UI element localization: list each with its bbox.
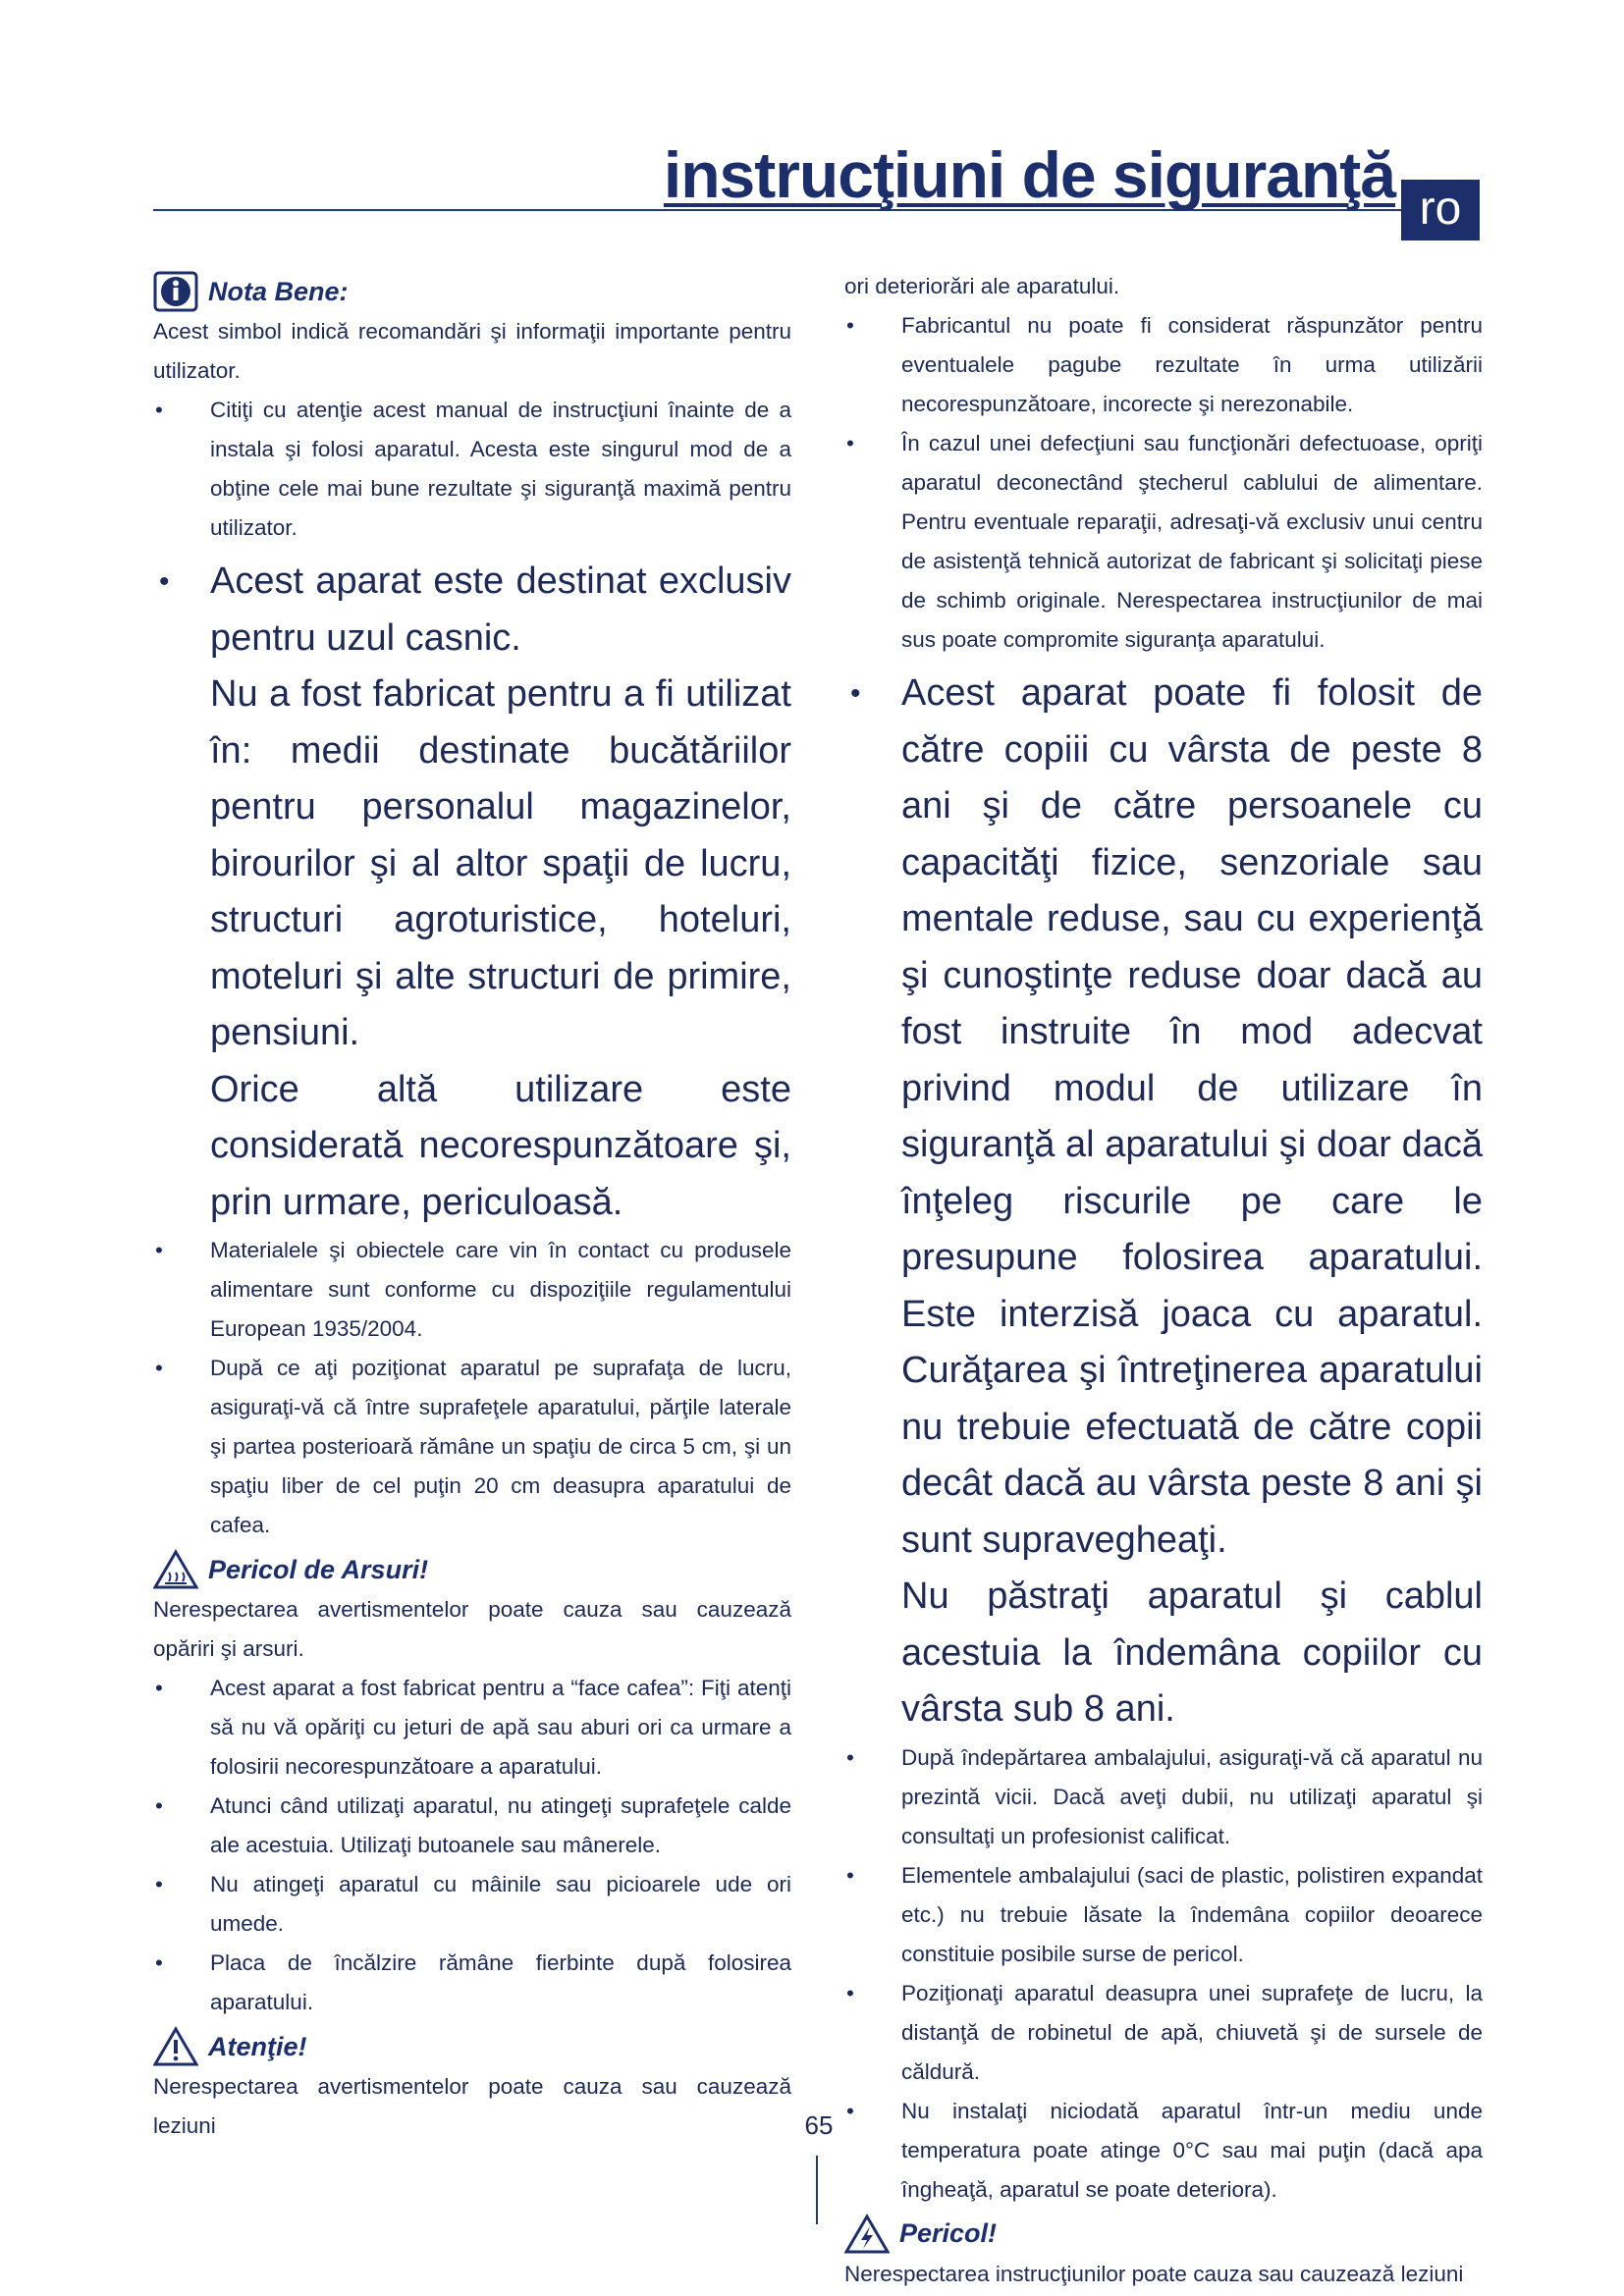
- big-orice: Orice altă utilizare este considerată necorespunzătoare şi, prin urmare, periculoasă.: [210, 1068, 791, 1223]
- right-column: [844, 267, 1483, 2294]
- burn-warning-icon: [153, 1549, 198, 1590]
- bullet-atunci: • Atunci când utilizaţi aparatul, nu atingeţi suprafeţele calde ale acestuia. Utilizaţi butoanele sau mânerele.: [153, 1787, 791, 1865]
- nota-bene-text: Acest simbol indică recomandări şi informaţii importante pentru utilizator.: [153, 319, 791, 383]
- page-number: 65: [804, 2110, 834, 2140]
- arsuri-title: Pericol de Arsuri!: [208, 1554, 429, 1584]
- pericol-text: Nerespectarea instrucţiunilor poate cauza sau cauzează leziuni: [844, 2261, 1464, 2286]
- nota-bene-heading: [153, 271, 791, 312]
- page-number-rule: [816, 2156, 818, 2224]
- atentie-title: Atenţie!: [208, 2031, 307, 2061]
- bullet-cafea: • Acest aparat a fost fabricat pentru a “face cafea”: Fiţi atenţi să nu vă opăriţi cu jeturi de apă sau aburi ori ca urmare a folosirii necorespunzătoare a aparatului.: [153, 1669, 791, 1787]
- bullet-materiale: • Materialele şi obiectele care vin în contact cu produsele alimentare sunt conforme cu dispoziţiile regulamentului European 1935/2004.: [153, 1231, 791, 1349]
- bullet-fabricantul: • Fabricantul nu poate fi considerat răspunzător pentru eventualele pagube rezultate în urma utilizării necorespunzătoare, incorecte şi nerezonabile.: [844, 306, 1483, 424]
- electric-hazard-icon: [844, 2214, 890, 2255]
- atentie-text: Nerespectarea avertismentelor poate cauza sau cauzează leziuni: [153, 2074, 791, 2138]
- big-intro: • Acest aparat este destinat exclusiv pentru uzul casnic.: [153, 554, 791, 667]
- nota-bene-title: Nota Bene:: [208, 276, 349, 306]
- arsuri-text: Nerespectarea avertismentelor poate cauza sau cauzează opăriri şi arsuri.: [153, 1597, 791, 1661]
- warning-icon: [153, 2026, 198, 2067]
- bullet-elementele: • Elementele ambalajului (saci de plastic, polistiren expandat etc.) nu trebuie lăsate la îndemâna copiilor deoarece constituie posibile surse de pericol.: [844, 1856, 1483, 1974]
- big-copii: • Acest aparat poate fi folosit de către copiii cu vârsta de peste 8 ani şi de către persoanele cu capacităţi fizice, senzoriale sau mentale reduse, sau cu experienţă şi cunoştinţe reduse doar dacă au fost instruite în mod adecvat privind modul de utilizare în siguranţă al aparatului şi doar dacă înţeleg riscurile pe care le presupune folosirea aparatului. Este interzisă joaca cu aparatul. Curăţarea şi întreţinerea aparatului nu trebuie efectuată de către copii decât dacă au vârsta peste 8 ani şi sunt supravegheaţi.: [844, 666, 1483, 1569]
- bullet-placa: • Placa de încălzire rămâne fierbinte după folosirea aparatului.: [153, 1944, 791, 2022]
- bullet-dupa: • După ce aţi poziţionat aparatul pe suprafaţa de lucru, asiguraţi-vă că între suprafeţele aparatului, părţile laterale şi partea posterioară rămâne un spaţiu de circa 5 cm, şi un spaţiu liber de cel puţin 20 cm deasupra aparatului de cafea.: [153, 1349, 791, 1545]
- continued-text: ori deteriorări ale aparatului.: [844, 274, 1120, 298]
- arsuri-heading: [153, 1549, 791, 1590]
- bullet-pozitionati: • Poziţionaţi aparatul deasupra unei suprafeţe de lucru, la distanţă de robinetul de apă, chiuvetă şi de sursele de căldură.: [844, 1974, 1483, 2092]
- atentie-heading: [153, 2026, 791, 2067]
- big-nu-pastrati: Nu păstraţi aparatul şi cablul acestuia la îndemâna copiilor cu vârsta sub 8 ani.: [901, 1575, 1483, 1730]
- left-column: [153, 267, 791, 2146]
- big-nu-fabricat: Nu a fost fabricat pentru a fi utilizat în: medii destinate bucătăriilor pentru personalul magazinelor, birourilor şi al altor spaţii de lucru, structuri agroturistice, hoteluri, moteluri şi alte structuri de primire, pensiuni.: [210, 673, 791, 1053]
- bullet-nu-atingeti: • Nu atingeţi aparatul cu mâinile sau picioarele ude ori umede.: [153, 1865, 791, 1944]
- info-icon: [153, 271, 198, 312]
- bullet-instalati: • Nu instalaţi niciodată aparatul într-un mediu unde temperatura poate atinge 0°C sau mai puţin (dacă apa îngheaţă, aparatul se poate deteriora).: [844, 2092, 1483, 2210]
- pericol-title: Pericol!: [899, 2218, 998, 2248]
- page-title: instrucţiuni de siguranţă: [663, 138, 1395, 211]
- language-badge: ro: [1401, 180, 1480, 240]
- bullet-defectiuni: • În cazul unei defecţiuni sau funcţionări defectuoase, opriţi aparatul deconectând ştecherul cablului de alimentare. Pentru eventuale reparaţii, adresaţi-vă exclusiv unui centru de asistenţă tehnică autorizat de fabricant şi solicitaţi piese de schimb originale. Nerespectarea instrucţiunilor de mai sus poate compromite siguranţa aparatului.: [844, 424, 1483, 660]
- bullet-ambalaj: • După îndepărtarea ambalajului, asiguraţi-vă că aparatul nu prezintă vicii. Dacă aveţi dubii, nu utilizaţi aparatul şi consultaţi un profesionist calificat.: [844, 1738, 1483, 1856]
- bullet-citi: • Citiţi cu atenţie acest manual de instrucţiuni înainte de a instala şi folosi aparatul. Acesta este singurul mod de a obţine cele mai bune rezultate şi siguranţă maximă pentru utilizator.: [153, 391, 791, 548]
- pericol-heading: [844, 2214, 1483, 2255]
